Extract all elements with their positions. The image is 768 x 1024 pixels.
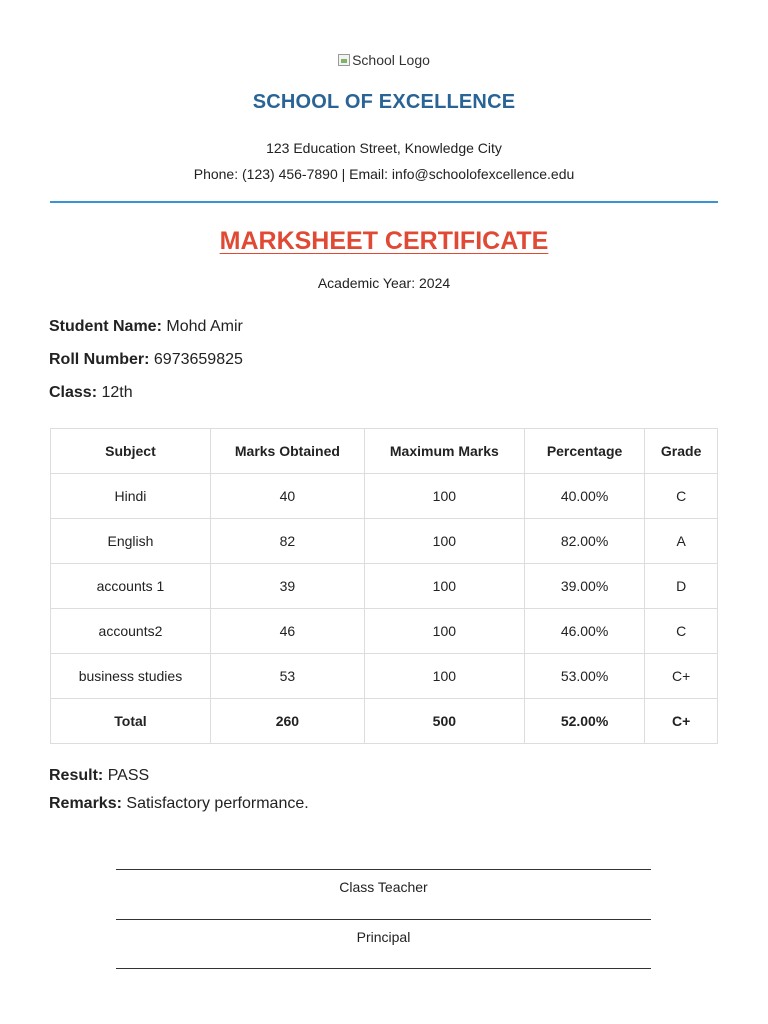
cell-grade: C [645, 609, 718, 654]
logo-container [0, 52, 768, 71]
school-contact: Phone: (123) 456-7890 | Email: info@schoolofexcellence.edu [193, 166, 575, 182]
signature-line [116, 968, 651, 969]
result-label: Result: [49, 767, 104, 784]
certificate-title: MARKSHEET CERTIFICATE [219, 227, 549, 255]
student-name-label: Student Name: [49, 318, 162, 335]
cell-subject: Hindi [51, 474, 211, 519]
school-name: SCHOOL OF EXCELLENCE [252, 91, 516, 113]
signature-line [116, 869, 651, 870]
roll-number-line [49, 351, 243, 369]
cell-maximum-marks: 100 [364, 519, 524, 564]
cell-marks-obtained: 46 [210, 609, 364, 654]
cell-grade: C [645, 474, 718, 519]
signature-line [116, 919, 651, 920]
header-percentage: Percentage [524, 429, 645, 474]
marks-table [50, 428, 718, 744]
cell-percentage: 82.00% [524, 519, 645, 564]
principal-signature-label: Principal [356, 929, 411, 945]
remarks-label: Remarks: [49, 795, 122, 812]
class-value: 12th [101, 384, 133, 401]
cell-maximum-marks: 100 [364, 474, 524, 519]
total-maximum-marks: 500 [364, 699, 524, 744]
cell-percentage: 53.00% [524, 654, 645, 699]
result-value: PASS [107, 767, 150, 784]
remarks-line [49, 795, 309, 813]
cell-marks-obtained: 39 [210, 564, 364, 609]
cell-marks-obtained: 40 [210, 474, 364, 519]
roll-number-value: 6973659825 [153, 351, 243, 368]
cell-marks-obtained: 53 [210, 654, 364, 699]
table-total-row [51, 699, 718, 744]
broken-image-icon [338, 54, 350, 66]
header-marks-obtained: Marks Obtained [210, 429, 364, 474]
total-label: Total [51, 699, 211, 744]
cell-maximum-marks: 100 [364, 564, 524, 609]
cell-percentage: 46.00% [524, 609, 645, 654]
header-grade: Grade [645, 429, 718, 474]
table-row [51, 564, 718, 609]
cell-grade: D [645, 564, 718, 609]
cell-maximum-marks: 100 [364, 654, 524, 699]
cell-maximum-marks: 100 [364, 609, 524, 654]
school-logo [338, 52, 430, 68]
cell-subject: English [51, 519, 211, 564]
header-divider [50, 201, 718, 203]
table-row [51, 519, 718, 564]
table-row [51, 474, 718, 519]
table-row [51, 609, 718, 654]
cell-grade: C+ [645, 654, 718, 699]
table-row [51, 654, 718, 699]
table-header-row [51, 429, 718, 474]
header-subject: Subject [51, 429, 211, 474]
result-line [49, 767, 149, 785]
academic-year: Academic Year: 2024 [317, 275, 451, 291]
cell-percentage: 40.00% [524, 474, 645, 519]
remarks-value: Satisfactory performance. [126, 795, 309, 812]
student-name-value: Mohd Amir [166, 318, 243, 335]
cell-subject: accounts 1 [51, 564, 211, 609]
total-percentage: 52.00% [524, 699, 645, 744]
total-marks-obtained: 260 [210, 699, 364, 744]
class-line [49, 384, 133, 402]
student-name-line [49, 318, 243, 336]
cell-percentage: 39.00% [524, 564, 645, 609]
cell-subject: accounts2 [51, 609, 211, 654]
header-maximum-marks: Maximum Marks [364, 429, 524, 474]
class-label: Class: [49, 384, 98, 401]
total-grade: C+ [645, 699, 718, 744]
cell-marks-obtained: 82 [210, 519, 364, 564]
roll-number-label: Roll Number: [49, 351, 150, 368]
school-address: 123 Education Street, Knowledge City [266, 140, 502, 156]
cell-subject: business studies [51, 654, 211, 699]
class-teacher-signature-label: Class Teacher [339, 879, 428, 895]
school-logo-alt-text: School Logo [352, 52, 430, 68]
cell-grade: A [645, 519, 718, 564]
